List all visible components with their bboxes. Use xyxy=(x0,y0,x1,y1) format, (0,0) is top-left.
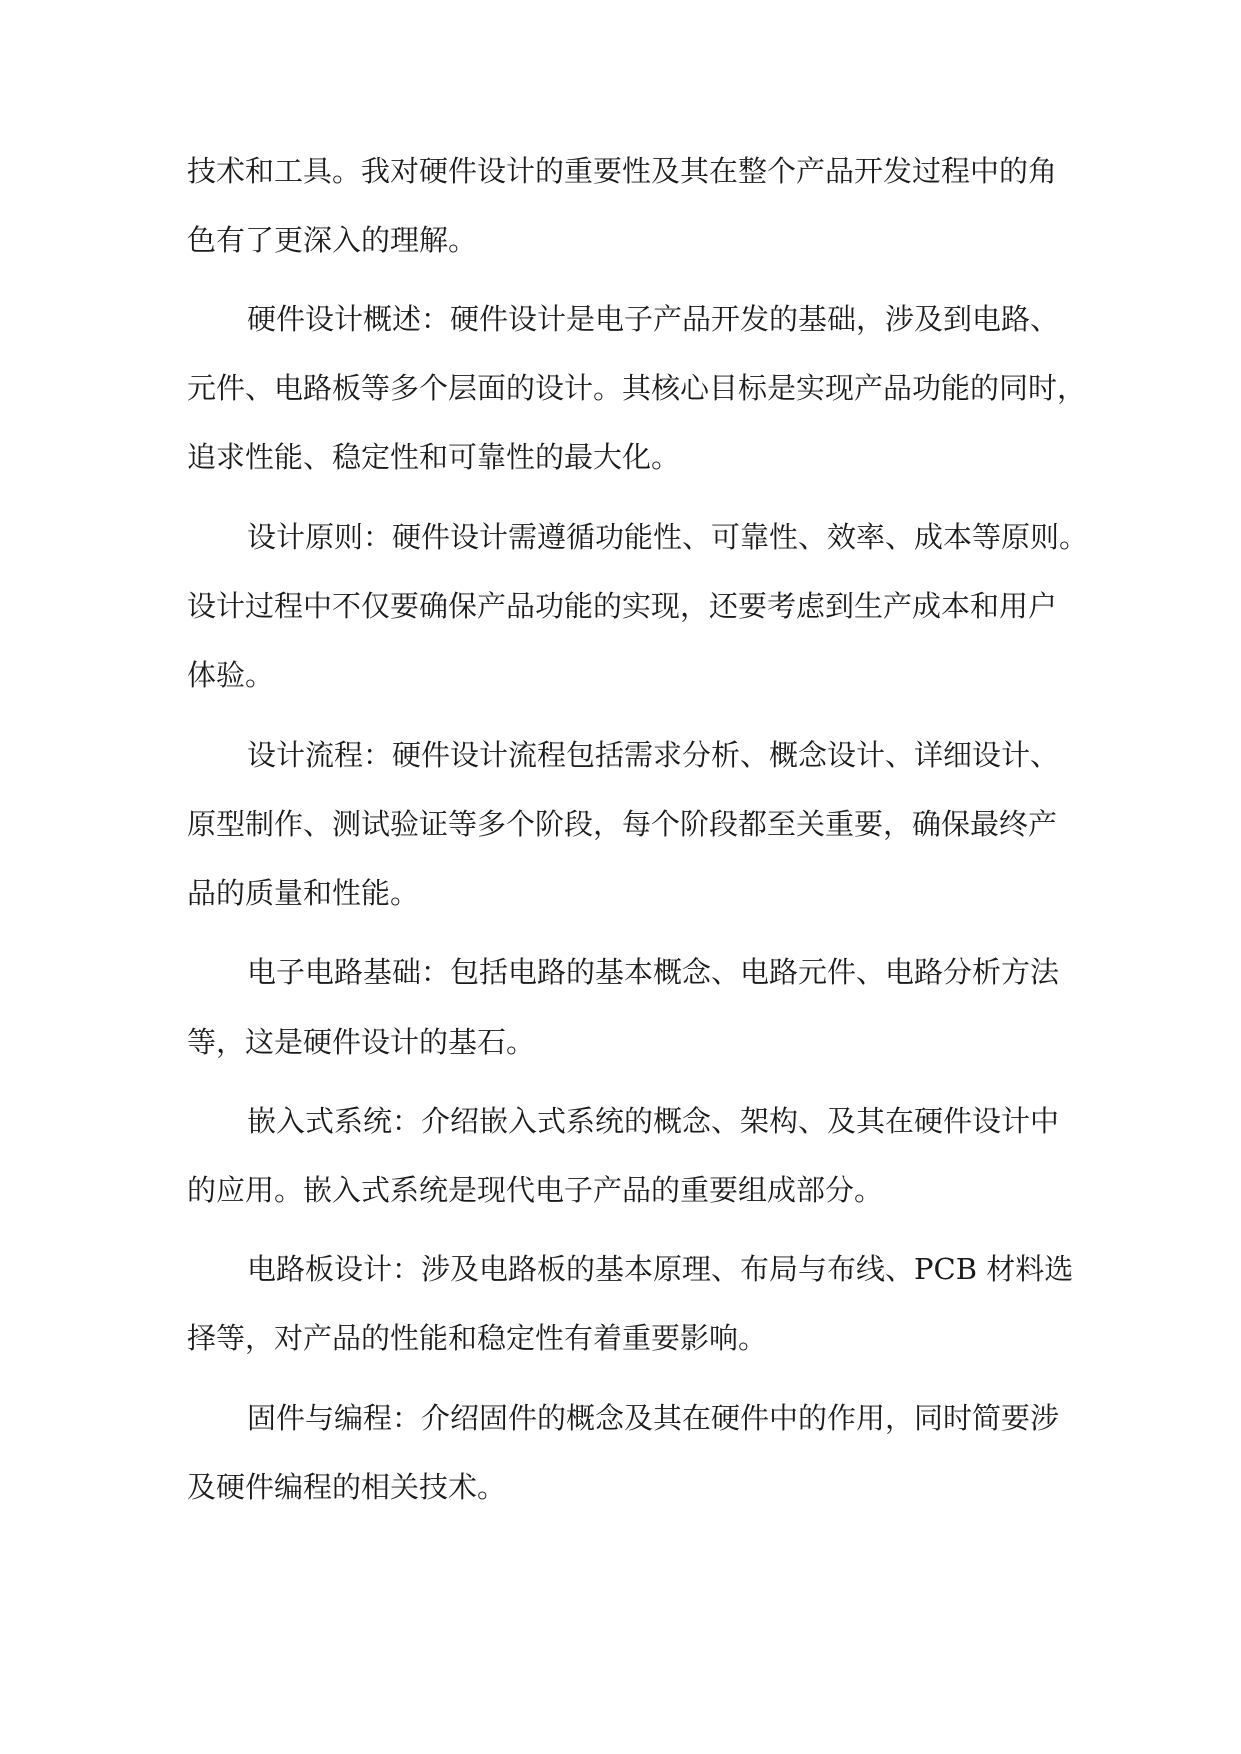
line-text: 元件、电路板等多个层面的设计。其核心目标是实现产品功能的同时， xyxy=(187,371,1087,405)
line-text: 设计流程：硬件设计流程包括需求分析、概念设计、详细设计、 xyxy=(247,738,1060,772)
line-text: 择等，对产品的性能和稳定性有着重要影响。 xyxy=(187,1321,768,1355)
line-text: 追求性能、稳定性和可靠性的最大化。 xyxy=(187,440,681,474)
text-line xyxy=(0,1313,1241,1363)
text-line xyxy=(0,1017,1241,1067)
text-line xyxy=(0,1244,1241,1294)
line-text: 电路板设计：涉及电路板的基本原理、布局与布线、PCB 材料选 xyxy=(247,1252,1074,1286)
text-line xyxy=(0,512,1241,562)
text-line xyxy=(0,432,1241,482)
text-line xyxy=(0,1462,1241,1512)
text-line xyxy=(0,1096,1241,1146)
line-text: 设计原则：硬件设计需遵循功能性、可靠性、效率、成本等原则。 xyxy=(247,520,1089,554)
line-text: 体验。 xyxy=(187,658,275,692)
line-text: 品的质量和性能。 xyxy=(187,876,420,910)
line-text: 固件与编程：介绍固件的概念及其在硬件中的作用，同时简要涉 xyxy=(247,1401,1060,1435)
line-text: 及硬件编程的相关技术。 xyxy=(187,1470,507,1504)
text-line xyxy=(0,363,1241,413)
text-line xyxy=(0,650,1241,700)
line-text: 的应用。嵌入式系统是现代电子产品的重要组成部分。 xyxy=(187,1173,884,1207)
text-line xyxy=(0,294,1241,344)
text-line xyxy=(0,1393,1241,1443)
line-text: 电子电路基础：包括电路的基本概念、电路元件、电路分析方法 xyxy=(247,955,1060,989)
text-line xyxy=(0,947,1241,997)
line-text: 原型制作、测试验证等多个阶段，每个阶段都至关重要，确保最终产 xyxy=(187,807,1058,841)
text-line xyxy=(0,868,1241,918)
text-line xyxy=(0,146,1241,196)
line-text: 硬件设计概述：硬件设计是电子产品开发的基础，涉及到电路、 xyxy=(247,302,1060,336)
line-text: 嵌入式系统：介绍嵌入式系统的概念、架构、及其在硬件设计中 xyxy=(247,1104,1060,1138)
text-line xyxy=(0,799,1241,849)
line-text: 色有了更深入的理解。 xyxy=(187,223,478,257)
text-line xyxy=(0,215,1241,265)
text-line xyxy=(0,1165,1241,1215)
text-line xyxy=(0,730,1241,780)
line-text: 技术和工具。我对硬件设计的重要性及其在整个产品开发过程中的角 xyxy=(187,154,1058,188)
text-line xyxy=(0,581,1241,631)
line-text: 设计过程中不仅要确保产品功能的实现，还要考虑到生产成本和用户 xyxy=(187,589,1058,623)
line-text: 等，这是硬件设计的基石。 xyxy=(187,1025,536,1059)
